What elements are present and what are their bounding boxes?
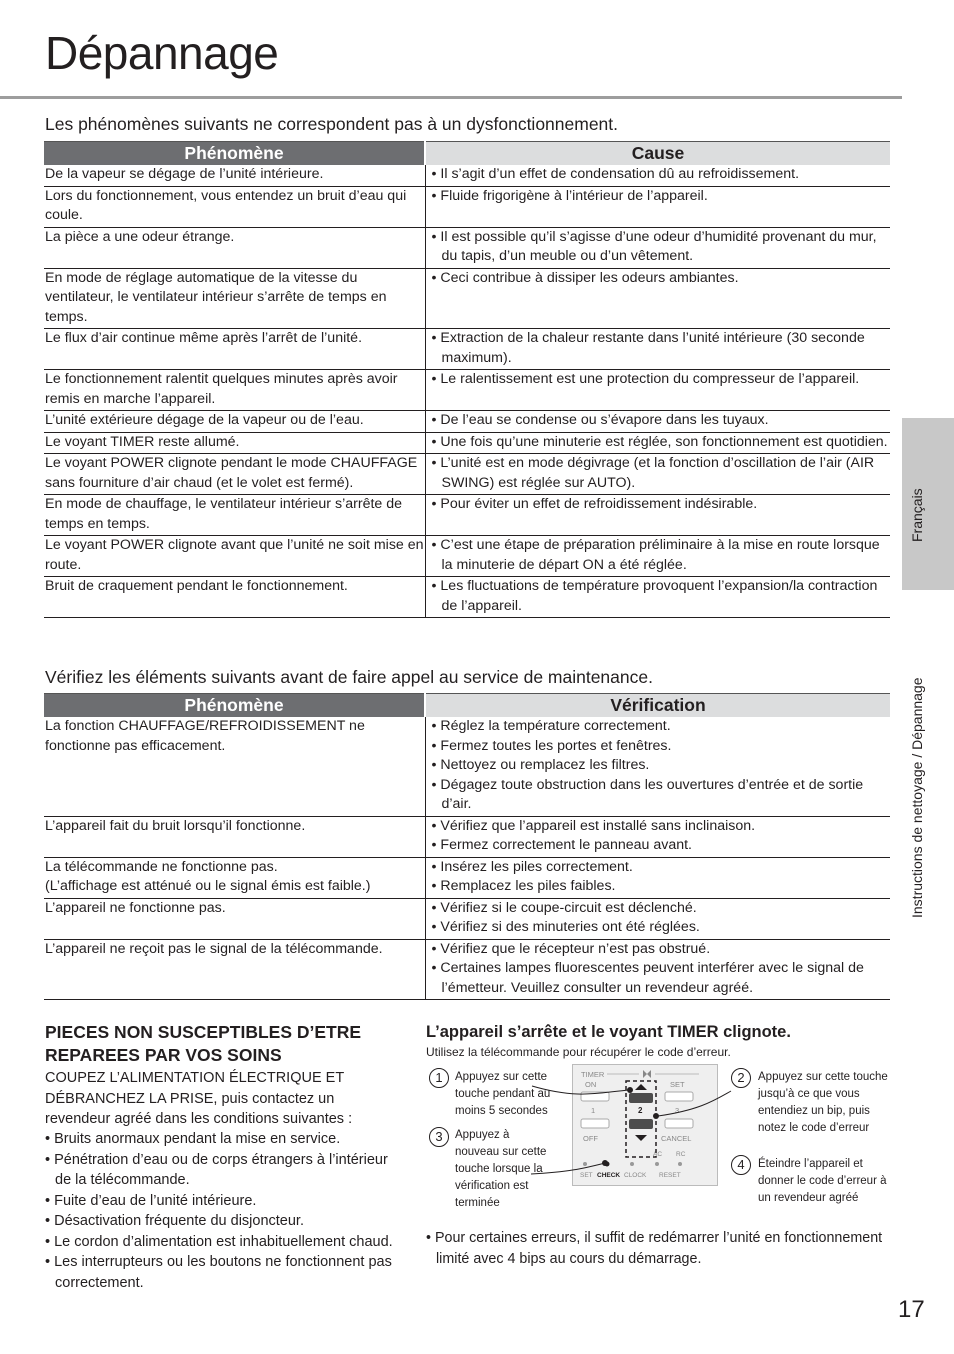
table2-row <box>44 857 890 898</box>
remote-cancel-label: CANCEL <box>661 1134 692 1143</box>
table2-header-phenomenon: Phénomène <box>44 694 425 718</box>
remote-clock-label: CLOCK <box>624 1172 647 1179</box>
table1-phenomenon-cell: En mode de chauffage, le ventilateur intérieur s’arrête de temps en temps. <box>44 495 425 536</box>
remote-down-button[interactable] <box>629 1119 653 1129</box>
remote-on-button[interactable] <box>581 1092 609 1101</box>
table2-check-item: • Insérez les piles correctement. <box>432 858 891 878</box>
table2-check-item: • Fermez correctement le panneau avant. <box>432 836 891 856</box>
pieces-intro-caps: COUPEZ L’ALIMENTATION ÉLECTRIQUE ET DÉBRANCHEZ LA PRISE, <box>45 1070 344 1107</box>
table2-phenomenon-cell: L’appareil ne reçoit pas le signal de la télécommande. <box>44 939 425 1000</box>
table1-cause-text: • C’est une étape de préparation préliminaire à la mise en route lorsque la minuterie de départ ON a été réglée. <box>432 536 891 575</box>
pieces-list-item: • Fuite d’eau de l’unité intérieure. <box>45 1191 400 1212</box>
remote-3-label: 3 <box>675 1106 680 1115</box>
table1-cause-text: • L’unité est en mode dégivrage (et la fonction d’oscillation de l’air (AIR SWING) est réglée sur AUTO). <box>432 454 891 493</box>
table1-cause-cell <box>425 454 890 495</box>
remote-up-button[interactable] <box>629 1093 653 1103</box>
table2-verification-cell <box>425 816 890 857</box>
table1-row <box>44 329 890 370</box>
remote-set2-label: SET <box>580 1172 593 1179</box>
table2-phenomenon-cell: La télécommande ne fonctionne pas. (L’affichage est atténué ou le signal émis est faible.) <box>44 857 425 898</box>
table1-cause-cell <box>425 411 890 433</box>
table2-verification-cell <box>425 939 890 1000</box>
table1-row <box>44 165 890 186</box>
table2-row <box>44 717 890 816</box>
language-tab-label: Français <box>909 488 925 542</box>
pieces-list-item: • Désactivation fréquente du disjoncteur. <box>45 1211 400 1232</box>
up-arrow-icon[interactable] <box>635 1084 647 1090</box>
table2-verification-cell <box>425 857 890 898</box>
table1-phenomenon-cell: Le voyant POWER clignote pendant le mode CHAUFFAGE sans fourniture d’air chaud (et le volet est fermé). <box>44 454 425 495</box>
remote-set-button[interactable] <box>665 1092 693 1101</box>
step-2-number: 2 <box>731 1068 751 1088</box>
table1-row <box>44 432 890 454</box>
title-divider <box>0 96 902 99</box>
remote-2-label: 2 <box>638 1106 643 1115</box>
remote-check-label: CHECK <box>597 1172 621 1179</box>
table2-check-item: • Remplacez les piles faibles. <box>432 877 891 897</box>
remote-arrows-icon <box>643 1070 651 1078</box>
table2-row <box>44 898 890 939</box>
table1-phenomenon-cell: Lors du fonctionnement, vous entendez un bruit d’eau qui coule. <box>44 186 425 227</box>
table1-phenomenon-cell: Bruit de craquement pendant le fonctionnement. <box>44 577 425 618</box>
table1-cause-cell <box>425 227 890 268</box>
remote-control-illustration <box>572 1064 718 1186</box>
table1-cause-text: • Le ralentissement est une protection du compresseur de l’appareil. <box>432 370 891 390</box>
remote-set-label: SET <box>670 1080 685 1089</box>
table2-check-item: • Dégagez toute obstruction dans les ouvertures d’entrée et de sortie d’air. <box>432 776 891 815</box>
pieces-list-item: • Bruits anormaux pendant la mise en service. <box>45 1129 400 1150</box>
table2-header-verification: Vérification <box>425 694 890 718</box>
timer-subtitle: Utilisez la télécommande pour récupérer le code d’erreur. <box>426 1045 731 1059</box>
table1-cause-text: • Fluide frigorigène à l’intérieur de l’appareil. <box>432 187 891 207</box>
timer-footnote-text: • Pour certaines erreurs, il suffit de redémarrer l’unité en fonctionnement limité avec 4 bips au cours du démarrage. <box>426 1228 894 1269</box>
step-1-number: 1 <box>429 1068 449 1088</box>
table1-row <box>44 411 890 433</box>
table2-check-item: • Réglez la température correctement. <box>432 717 891 737</box>
table1-cause-text: • Il est possible qu’il s’agisse d’une odeur d’humidité provenant du mur, du tapis, d’un meuble ou d’un vêtement. <box>432 228 891 267</box>
table1-cause-cell <box>425 536 890 577</box>
table1-row <box>44 454 890 495</box>
remote-ac-hole[interactable] <box>655 1162 659 1166</box>
table1-row <box>44 577 890 618</box>
down-arrow-icon[interactable] <box>635 1135 647 1141</box>
table1-cause-cell <box>425 268 890 329</box>
pieces-list-item: • Les interrupteurs ou les boutons ne fonctionnent pas correctement. <box>45 1252 400 1293</box>
pieces-list <box>45 1129 400 1293</box>
step-3-number: 3 <box>429 1127 449 1147</box>
table1-cause-text: • Pour éviter un effet de refroidissement indésirable. <box>432 495 891 515</box>
table2-check-item: • Vérifiez que l’appareil est installé sans inclinaison. <box>432 817 891 837</box>
table1-phenomenon-cell: De la vapeur se dégage de l’unité intérieure. <box>44 165 425 186</box>
pieces-list-item: • Pénétration d’eau ou de corps étrangers à l’intérieur de la télécommande. <box>45 1150 400 1191</box>
page-title: Dépannage <box>45 27 279 79</box>
pieces-heading: PIECES NON SUSCEPTIBLES D’ETRE REPAREES PAR VOS SOINS <box>45 1022 362 1065</box>
table2-check-item: • Nettoyez ou remplacez les filtres. <box>432 756 891 776</box>
table2-row <box>44 816 890 857</box>
table1-cause-cell <box>425 186 890 227</box>
table2-verification-cell <box>425 898 890 939</box>
table1-cause-cell <box>425 495 890 536</box>
table1-phenomenon-cell: L’unité extérieure dégage de la vapeur ou de l’eau. <box>44 411 425 433</box>
table1-cause-text: • Les fluctuations de température provoquent l’expansion/la contraction de l’appareil. <box>432 577 891 616</box>
table1-cause-cell <box>425 329 890 370</box>
table1-phenomenon-cell: La pièce a une odeur étrange. <box>44 227 425 268</box>
table1-phenomenon-cell: Le voyant POWER clignote avant que l’unité ne soit mise en route. <box>44 536 425 577</box>
table1-row <box>44 186 890 227</box>
table1-header-cause: Cause <box>425 142 890 166</box>
table2-check-item: • Certaines lampes fluorescentes peuvent interférer avec le signal de l’émetteur. Veuillez consulter un revendeur agréé. <box>432 959 891 998</box>
step-4-text: Éteindre l’appareil et donner le code d’erreur à un revendeur agréé <box>758 1158 887 1204</box>
table1-cause-cell <box>425 370 890 411</box>
table1-cause-text: • Il s’agit d’un effet de condensation dû au refroidissement. <box>432 165 891 185</box>
step-1-text: Appuyez sur cette touche pendant au moins 5 secondes <box>455 1071 551 1117</box>
remote-cancel-button[interactable] <box>665 1119 693 1128</box>
page-number: 17 <box>898 1296 925 1323</box>
table1-cause-text: • Extraction de la chaleur restante dans l’unité intérieure (30 seconde maximum). <box>432 329 891 368</box>
table1-phenomenon-cell: Le fonctionnement ralentit quelques minutes après avoir remis en marche l’appareil. <box>44 370 425 411</box>
remote-on-label: ON <box>585 1080 597 1089</box>
remote-off-button[interactable] <box>581 1119 609 1128</box>
table1-row <box>44 268 890 329</box>
table1-row <box>44 227 890 268</box>
table1-phenomenon-cell: Le voyant TIMER reste allumé. <box>44 432 425 454</box>
table2-check-item: • Vérifiez si des minuteries ont été réglées. <box>432 918 891 938</box>
table1-cause-text: • Ceci contribue à dissiper les odeurs ambiantes. <box>432 269 891 289</box>
table2-row <box>44 939 890 1000</box>
table2-check-item: • Vérifiez si le coupe-circuit est déclenché. <box>432 899 891 919</box>
table1-intro: Les phénomènes suivants ne correspondent pas à un dysfonctionnement. <box>45 114 619 134</box>
table2-check-item: • Fermez toutes les portes et fenêtres. <box>432 737 891 757</box>
maintenance-check-table <box>44 693 890 1000</box>
table1-row <box>44 495 890 536</box>
table2-phenomenon-cell: L’appareil fait du bruit lorsqu’il fonctionne. <box>44 816 425 857</box>
table2-intro: Vérifiez les éléments suivants avant de faire appel au service de maintenance. <box>45 667 653 687</box>
remote-off-label: OFF <box>583 1134 598 1143</box>
table2-phenomenon-cell: La fonction CHAUFFAGE/REFROIDISSEMENT ne fonctionne pas efficacement. <box>44 717 425 816</box>
table1-row <box>44 536 890 577</box>
remote-ac-label: AC <box>653 1151 663 1158</box>
timer-footnote <box>426 1228 894 1269</box>
pieces-intro-rest: puis contactez un revendeur agréé dans les conditions suivantes : <box>45 1090 353 1127</box>
table1-cause-text: • Une fois qu’une minuterie est réglée, son fonctionnement est quotidien. <box>432 433 891 453</box>
table2-phenomenon-cell: L’appareil ne fonctionne pas. <box>44 898 425 939</box>
table1-phenomenon-cell: En mode de réglage automatique de la vitesse du ventilateur, le ventilateur intérieur s’arrête de temps en temps. <box>44 268 425 329</box>
table1-header-phenomenon: Phénomène <box>44 142 425 166</box>
remote-rc-hole[interactable] <box>678 1162 682 1166</box>
remote-timer-label: TIMER <box>581 1070 605 1079</box>
table1-cause-text: • De l’eau se condense ou s’évapore dans les tuyaux. <box>432 411 891 431</box>
section-side-label: Instructions de nettoyage / Dépannage <box>909 677 925 918</box>
remote-check-hole[interactable] <box>605 1162 610 1167</box>
remote-reset-label: RESET <box>659 1172 681 1179</box>
table2-check-item: • Vérifiez que le récepteur n’est pas obstrué. <box>432 940 891 960</box>
non-malfunction-table <box>44 141 890 618</box>
table1-phenomenon-cell: Le flux d’air continue même après l’arrêt de l’unité. <box>44 329 425 370</box>
table1-row <box>44 370 890 411</box>
remote-1-label: 1 <box>591 1106 596 1115</box>
step-4-number: 4 <box>731 1155 751 1175</box>
step-3-text: Appuyez à nouveau sur cette touche lorsque la vérification est terminée <box>455 1129 547 1209</box>
remote-clock-hole[interactable] <box>630 1162 634 1166</box>
table1-cause-cell <box>425 432 890 454</box>
remote-rc-label: RC <box>676 1151 686 1158</box>
table2-verification-cell <box>425 717 890 816</box>
remote-set-hole[interactable] <box>583 1162 587 1166</box>
table1-cause-cell <box>425 577 890 618</box>
timer-heading: L’appareil s’arrête et le voyant TIMER clignote. <box>426 1023 791 1041</box>
step-2-text: Appuyez sur cette touche jusqu’à ce que vous entendiez un bip, puis notez le code d’erreur <box>758 1071 888 1134</box>
table1-cause-cell <box>425 165 890 186</box>
pieces-intro <box>45 1068 400 1130</box>
pieces-list-item: • Le cordon d’alimentation est inhabituellement chaud. <box>45 1232 400 1253</box>
